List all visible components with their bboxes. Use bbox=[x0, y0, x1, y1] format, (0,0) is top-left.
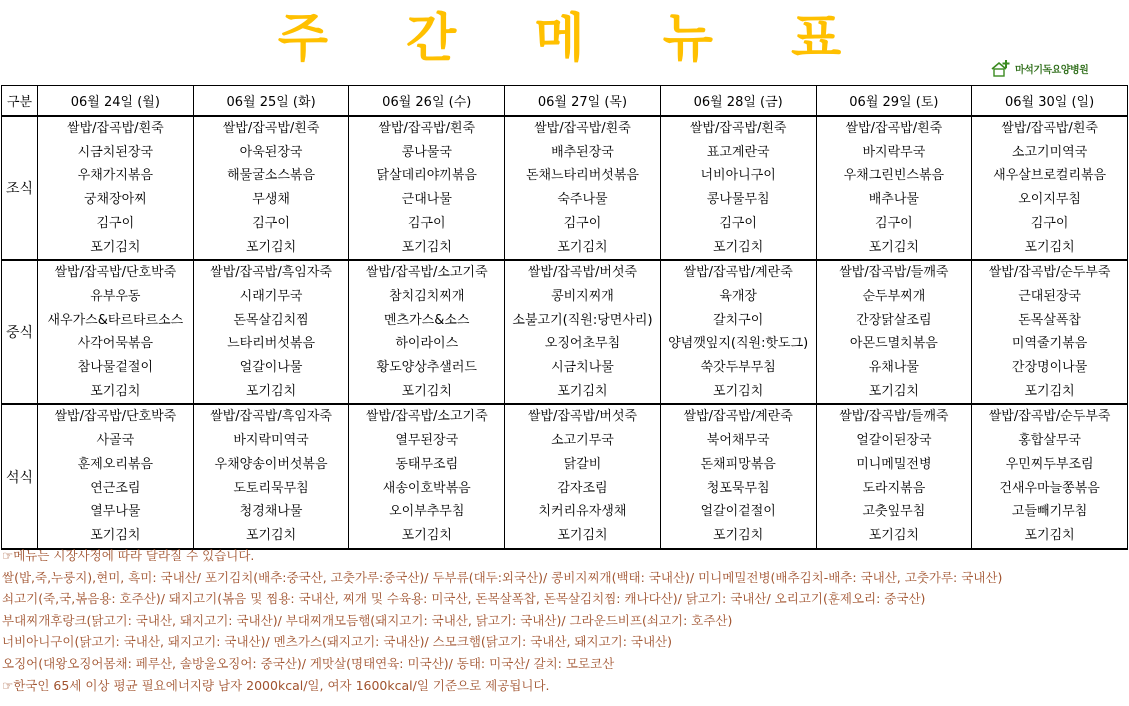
note-line: 너비아니구이(닭고기: 국내산, 돼지고기: 국내산)/ 멘츠가스(돼지고기: 국내산)/ 스모크햄(닭고기: 국내산, 돼지고기: 국내산) bbox=[2, 634, 672, 650]
menu-item: 쌀밥/잡곡밥/흰죽 bbox=[193, 116, 349, 141]
menu-item: 포기김치 bbox=[38, 380, 194, 405]
menu-item: 미역줄기볶음 bbox=[972, 332, 1128, 356]
menu-row bbox=[2, 164, 1128, 188]
menu-item: 소불고기(직원:당면사리) bbox=[505, 309, 661, 333]
menu-item: 쌀밥/잡곡밥/소고기죽 bbox=[349, 260, 505, 285]
menu-item: 콩나물무침 bbox=[660, 188, 816, 212]
menu-item: 포기김치 bbox=[349, 524, 505, 549]
menu-item: 포기김치 bbox=[972, 380, 1128, 405]
note-line: 쇠고기(죽,국,볶음용: 호주산)/ 돼지고기(볶음 및 찜용: 국내산, 찌개 및 수육용: 미국산, 돈목살폭찹, 돈목살김치찜: 캐나다산)/ 닭고기: 국내산/ 오리고기(훈제오리: 중국산) bbox=[2, 591, 926, 607]
menu-item: 우채그린빈스볶음 bbox=[816, 164, 972, 188]
menu-item: 시금치된장국 bbox=[38, 141, 194, 165]
menu-item: 너비아니구이 bbox=[660, 164, 816, 188]
menu-item: 포기김치 bbox=[816, 524, 972, 549]
note-line: ☞메뉴는 시장사정에 따라 달라질 수 있습니다. bbox=[2, 548, 255, 563]
menu-item: 얼갈이겉절이 bbox=[660, 500, 816, 524]
weekly-menu-table bbox=[1, 85, 1128, 550]
menu-item: 참나물겉절이 bbox=[38, 356, 194, 380]
menu-item: 콩나물국 bbox=[349, 141, 505, 165]
menu-item: 쌀밥/잡곡밥/계란죽 bbox=[660, 404, 816, 429]
menu-row bbox=[2, 380, 1128, 405]
menu-item: 쌀밥/잡곡밥/흑임자죽 bbox=[193, 260, 349, 285]
menu-item: 미니메밀전병 bbox=[816, 453, 972, 477]
menu-item: 사각어묵볶음 bbox=[38, 332, 194, 356]
menu-item: 쌀밥/잡곡밥/들깨죽 bbox=[816, 260, 972, 285]
menu-item: 콩비지찌개 bbox=[505, 285, 661, 309]
day-header: 06월 26일 (수) bbox=[349, 86, 505, 117]
meal-label bbox=[2, 116, 38, 260]
menu-item: 포기김치 bbox=[505, 236, 661, 261]
menu-item: 포기김치 bbox=[193, 524, 349, 549]
menu-item: 쌀밥/잡곡밥/소고기죽 bbox=[349, 404, 505, 429]
corner-header: 구분 bbox=[2, 86, 38, 117]
menu-item: 돈목살김치찜 bbox=[193, 309, 349, 333]
menu-item: 고춧잎무침 bbox=[816, 500, 972, 524]
note-line: 쌀(밥,죽,누룽지),현미, 흑미: 국내산/ 포기김치(배추:중국산, 고춧가루:중국산)/ 두부류(대두:외국산)/ 콩비지찌개(백태: 국내산)/ 미니메밀전병(배추김치-배추: 국내산, 고춧가루: 국내산) bbox=[2, 569, 1003, 585]
menu-item: 포기김치 bbox=[193, 380, 349, 405]
menu-item: 사골국 bbox=[38, 429, 194, 453]
menu-item: 쌀밥/잡곡밥/들깨죽 bbox=[816, 404, 972, 429]
menu-item: 느타리버섯볶음 bbox=[193, 332, 349, 356]
menu-item: 김구이 bbox=[193, 212, 349, 236]
menu-item: 바지락무국 bbox=[816, 141, 972, 165]
menu-item: 김구이 bbox=[38, 212, 194, 236]
menu-item: 소고기미역국 bbox=[972, 141, 1128, 165]
meal-label-text: 조식 bbox=[5, 181, 34, 198]
menu-item: 간장명이나물 bbox=[972, 356, 1128, 380]
menu-item: 포기김치 bbox=[816, 236, 972, 261]
note-line: 오징어(대왕오징어몸채: 페루산, 솔방울오징어: 중국산)/ 게맛살(명태연육: 미국산)/ 동태: 미국산/ 갈치: 모로코산 bbox=[2, 655, 615, 671]
menu-item: 돈목살폭찹 bbox=[972, 309, 1128, 333]
notes-section bbox=[2, 545, 1127, 696]
menu-item: 쌀밥/잡곡밥/흰죽 bbox=[38, 116, 194, 141]
menu-item: 새우살브로컬리볶음 bbox=[972, 164, 1128, 188]
menu-row bbox=[2, 500, 1128, 524]
menu-item: 새우가스&타르타르소스 bbox=[38, 309, 194, 333]
note-line: ☞한국인 65세 이상 평균 필요에너지량 남자 2000kcal/일, 여자 1600kcal/일 기준으로 제공됩니다. bbox=[2, 677, 550, 693]
meal-label-text: 석식 bbox=[5, 469, 34, 486]
menu-item: 우채양송이버섯볶음 bbox=[193, 453, 349, 477]
menu-item: 포기김치 bbox=[38, 524, 194, 549]
menu-item: 오이지무침 bbox=[972, 188, 1128, 212]
logo-text: 마석기독요양병원 bbox=[1015, 64, 1089, 76]
menu-item: 포기김치 bbox=[660, 380, 816, 405]
menu-item: 새송이호박볶음 bbox=[349, 477, 505, 501]
menu-row bbox=[2, 260, 1128, 285]
menu-row bbox=[2, 309, 1128, 333]
menu-row bbox=[2, 332, 1128, 356]
menu-item: 고들빼기무침 bbox=[972, 500, 1128, 524]
menu-row bbox=[2, 285, 1128, 309]
menu-row bbox=[2, 116, 1128, 141]
menu-item: 쌀밥/잡곡밥/흑임자죽 bbox=[193, 404, 349, 429]
menu-item: 육개장 bbox=[660, 285, 816, 309]
menu-item: 포기김치 bbox=[816, 380, 972, 405]
menu-item: 쌀밥/잡곡밥/흰죽 bbox=[660, 116, 816, 141]
menu-item: 포기김치 bbox=[660, 236, 816, 261]
menu-item: 해물굴소스볶음 bbox=[193, 164, 349, 188]
menu-item: 홍합살무국 bbox=[972, 429, 1128, 453]
menu-item: 청경채나물 bbox=[193, 500, 349, 524]
menu-row bbox=[2, 429, 1128, 453]
menu-item: 쌀밥/잡곡밥/계란죽 bbox=[660, 260, 816, 285]
menu-item: 궁채장아찌 bbox=[38, 188, 194, 212]
menu-item: 돈채피망볶음 bbox=[660, 453, 816, 477]
menu-item: 근대나물 bbox=[349, 188, 505, 212]
menu-item: 시금치나물 bbox=[505, 356, 661, 380]
menu-item: 아욱된장국 bbox=[193, 141, 349, 165]
menu-row bbox=[2, 188, 1128, 212]
menu-row bbox=[2, 356, 1128, 380]
header-row bbox=[2, 86, 1128, 117]
menu-item: 동태무조림 bbox=[349, 453, 505, 477]
day-header: 06월 27일 (목) bbox=[505, 86, 661, 117]
menu-item: 포기김치 bbox=[349, 380, 505, 405]
menu-item: 김구이 bbox=[349, 212, 505, 236]
menu-item: 유채나물 bbox=[816, 356, 972, 380]
menu-item: 쌀밥/잡곡밥/흰죽 bbox=[972, 116, 1128, 141]
menu-item: 연근조림 bbox=[38, 477, 194, 501]
menu-item: 포기김치 bbox=[972, 236, 1128, 261]
meal-label bbox=[2, 404, 38, 548]
menu-item: 김구이 bbox=[972, 212, 1128, 236]
cross-house-icon bbox=[990, 59, 1012, 77]
menu-row bbox=[2, 404, 1128, 429]
menu-row bbox=[2, 477, 1128, 501]
menu-item: 숙주나물 bbox=[505, 188, 661, 212]
menu-item: 닭살데리야끼볶음 bbox=[349, 164, 505, 188]
menu-item: 황도양상추샐러드 bbox=[349, 356, 505, 380]
menu-item: 포기김치 bbox=[38, 236, 194, 261]
menu-item: 쑥갓두부무침 bbox=[660, 356, 816, 380]
menu-item: 갈치구이 bbox=[660, 309, 816, 333]
menu-item: 얼갈이나물 bbox=[193, 356, 349, 380]
menu-item: 김구이 bbox=[505, 212, 661, 236]
menu-item: 유부우동 bbox=[38, 285, 194, 309]
menu-item: 아몬드멸치볶음 bbox=[816, 332, 972, 356]
menu-item: 쌀밥/잡곡밥/버섯죽 bbox=[505, 404, 661, 429]
hospital-logo bbox=[990, 58, 1088, 78]
menu-item: 도토리묵무침 bbox=[193, 477, 349, 501]
menu-item: 감자조림 bbox=[505, 477, 661, 501]
menu-item: 참치김치찌개 bbox=[349, 285, 505, 309]
menu-item: 배추나물 bbox=[816, 188, 972, 212]
menu-item: 포기김치 bbox=[349, 236, 505, 261]
meal-label bbox=[2, 260, 38, 404]
menu-item: 시래기무국 bbox=[193, 285, 349, 309]
day-header: 06월 29일 (토) bbox=[816, 86, 972, 117]
menu-item: 우채가지볶음 bbox=[38, 164, 194, 188]
menu-item: 김구이 bbox=[660, 212, 816, 236]
menu-row bbox=[2, 141, 1128, 165]
meal-label-text: 중식 bbox=[5, 325, 34, 342]
menu-item: 우민찌두부조림 bbox=[972, 453, 1128, 477]
menu-item: 하이라이스 bbox=[349, 332, 505, 356]
page-title: 주 간 메 뉴 표 bbox=[277, 9, 872, 69]
note-line: 부대찌개후랑크(닭고기: 국내산, 돼지고기: 국내산)/ 부대찌개모듬햄(돼지고기: 국내산, 닭고기: 국내산)/ 그라운드비프(쇠고기: 호주산) bbox=[2, 612, 733, 628]
menu-item: 도라지볶음 bbox=[816, 477, 972, 501]
day-header: 06월 28일 (금) bbox=[660, 86, 816, 117]
menu-item: 김구이 bbox=[816, 212, 972, 236]
menu-item: 쌀밥/잡곡밥/단호박죽 bbox=[38, 260, 194, 285]
menu-item: 쌀밥/잡곡밥/버섯죽 bbox=[505, 260, 661, 285]
menu-item: 순두부찌개 bbox=[816, 285, 972, 309]
menu-item: 훈제오리볶음 bbox=[38, 453, 194, 477]
menu-item: 쌀밥/잡곡밥/순두부죽 bbox=[972, 260, 1128, 285]
menu-item: 건새우마늘쫑볶음 bbox=[972, 477, 1128, 501]
menu-item: 멘츠가스&소스 bbox=[349, 309, 505, 333]
menu-row bbox=[2, 453, 1128, 477]
menu-item: 간장닭살조림 bbox=[816, 309, 972, 333]
menu-item: 무생채 bbox=[193, 188, 349, 212]
menu-row bbox=[2, 236, 1128, 261]
menu-item: 쌀밥/잡곡밥/흰죽 bbox=[349, 116, 505, 141]
menu-item: 포기김치 bbox=[193, 236, 349, 261]
menu-row bbox=[2, 212, 1128, 236]
menu-item: 바지락미역국 bbox=[193, 429, 349, 453]
menu-item: 얼갈이된장국 bbox=[816, 429, 972, 453]
menu-item: 치커리유자생채 bbox=[505, 500, 661, 524]
menu-item: 쌀밥/잡곡밥/흰죽 bbox=[816, 116, 972, 141]
menu-item: 열무된장국 bbox=[349, 429, 505, 453]
day-header: 06월 25일 (화) bbox=[193, 86, 349, 117]
menu-item: 배추된장국 bbox=[505, 141, 661, 165]
menu-item: 오이부추무침 bbox=[349, 500, 505, 524]
menu-item: 양념깻잎지(직원:핫도그) bbox=[660, 332, 816, 356]
menu-item: 포기김치 bbox=[505, 524, 661, 549]
menu-item: 북어채무국 bbox=[660, 429, 816, 453]
menu-item: 포기김치 bbox=[972, 524, 1128, 549]
day-header: 06월 30일 (일) bbox=[972, 86, 1128, 117]
menu-item: 오징어초무침 bbox=[505, 332, 661, 356]
menu-item: 쌀밥/잡곡밥/순두부죽 bbox=[972, 404, 1128, 429]
menu-item: 열무나물 bbox=[38, 500, 194, 524]
menu-item: 표고계란국 bbox=[660, 141, 816, 165]
menu-item: 청포묵무침 bbox=[660, 477, 816, 501]
menu-item: 돈채느타리버섯볶음 bbox=[505, 164, 661, 188]
menu-item: 쌀밥/잡곡밥/흰죽 bbox=[505, 116, 661, 141]
menu-item: 닭갈비 bbox=[505, 453, 661, 477]
menu-item: 포기김치 bbox=[660, 524, 816, 549]
day-header: 06월 24일 (월) bbox=[38, 86, 194, 117]
menu-item: 소고기무국 bbox=[505, 429, 661, 453]
menu-item: 쌀밥/잡곡밥/단호박죽 bbox=[38, 404, 194, 429]
menu-item: 근대된장국 bbox=[972, 285, 1128, 309]
menu-item: 포기김치 bbox=[505, 380, 661, 405]
